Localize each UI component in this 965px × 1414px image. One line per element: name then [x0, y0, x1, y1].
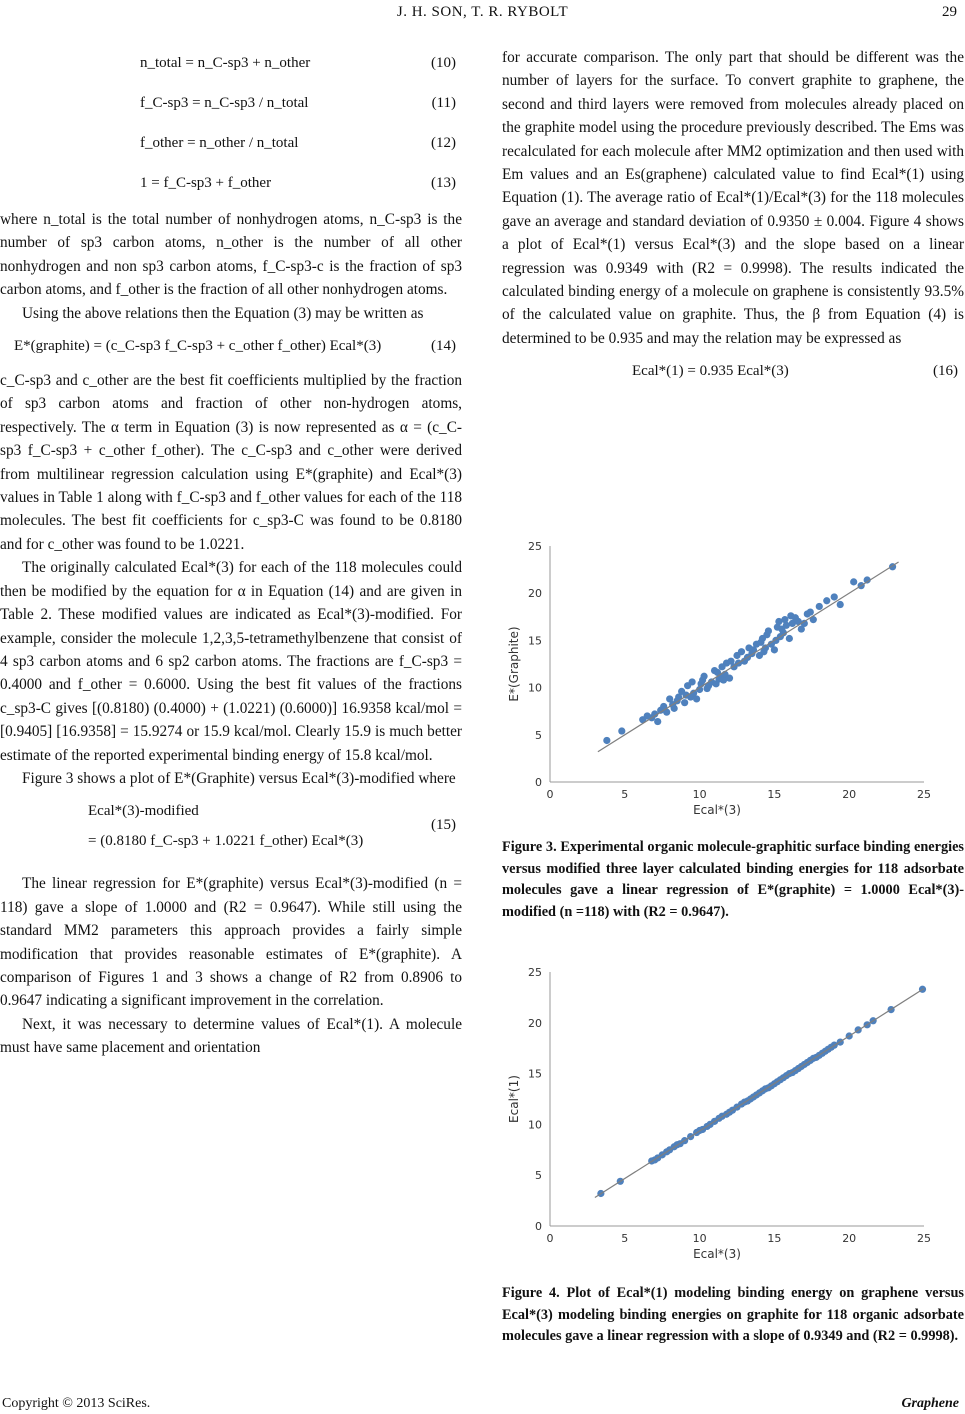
page-header [0, 2, 965, 24]
equation-10 [0, 46, 462, 86]
data-point [765, 627, 772, 634]
data-point [689, 678, 696, 685]
data-point [693, 695, 700, 702]
data-point [816, 603, 823, 610]
y-tick-label: 5 [535, 728, 542, 742]
paragraph: for accurate comparison. The only part that should be different was the number of layers for the surface. To convert graphite to graphene, the second and third layers were removed from molecules already placed on the graphite model using the procedure previously described. The Ems was recalculated for each molecule after MM2 optimization and then used with Em values and an Es(graphene) calculated value to find Ecal*(1) using Equation (1). The average ratio of Ecal*(1)/Ecal*(3) for the 118 molecules gave an average and standard deviation of 0.9350 ± 0.004. Figure 4 shows a plot of Ecal*(1) versus Ecal*(3) and the slope based on a linear regression was 0.9349 with (R2 = 0.9998). The results indicated the calculated binding energy of a molecule on graphene is consistently 93.5% of the calculated value on graphite. Thus, the β from Equation (4) is determined to be 0.935 and may the relation may be expressed as [502, 49, 964, 347]
y-tick-label: 20 [528, 587, 542, 601]
running-title: J. H. SON, T. R. RYBOLT [396, 4, 569, 20]
x-tick-label: 25 [917, 788, 931, 801]
x-tick-label: 5 [621, 1232, 629, 1245]
y-tick-label: 15 [528, 634, 542, 648]
x-axis-label: Ecal*(3) [693, 1247, 741, 1261]
y-tick-label: 10 [528, 681, 542, 695]
paragraph: Figure 3 shows a plot of E*(Graphite) versus Ecal*(3)-modified where [22, 769, 456, 787]
journal-name: Graphene [901, 1396, 959, 1411]
right-column [502, 46, 964, 390]
x-tick-label: 0 [546, 1232, 554, 1245]
equation-number: (14) [431, 338, 456, 355]
y-axis-label: Ecal*(1) [507, 1075, 521, 1123]
y-tick-label: 10 [528, 1118, 542, 1132]
trendline [598, 562, 899, 752]
y-tick-label: 25 [528, 540, 542, 553]
paragraph: The originally calculated Ecal*(3) for each of the 118 molecules could then be modified by the equation for α in Equation (14) and are given in Table 2. These modified values are indicated as Ecal*(3)-modified. For example, consider the molecule 1,2,3,5-tetramethylbenzene that consist of 4 sp3 carbon atoms and 6 sp2 carbon atoms. The fractions are f_C-sp3 = 0.4000 and f_other = 0.6000. Using the best fit values of the fractions c_sp3-C gives [(0.8180) (0.4000) + (1.0221) (0.6000)] 16.9358 kcal/mol = [0.9405] [16.9358] = 15.9274 or 15.9 kcal/mol. Clearly 15.9 is much better estimate of the reported experimental binding energy of 15.8 kcal/mol. [0, 559, 462, 764]
data-point [603, 737, 610, 744]
equation-body: E*(graphite) = (c_C-sp3 f_C-sp3 + c_other f_other) Ecal*(3) [14, 338, 382, 355]
equation-14 [0, 325, 462, 369]
x-tick-label: 10 [692, 788, 707, 801]
data-point [837, 601, 844, 608]
data-point [786, 635, 793, 642]
x-tick-label: 15 [767, 788, 782, 801]
data-point [807, 608, 814, 615]
paragraph: where n_total is the total number of nonhydrogen atoms, n_C-sp3 is the number of sp3 carbon atoms, n_other is the number of all other nonhydrogen and non sp3 carbon atoms, f_C-sp3-c is the fraction of sp3 carbon atoms, and f_other is the fraction of all other nonhydrogen atoms. [0, 211, 462, 299]
x-tick-label: 10 [692, 1232, 707, 1245]
equation-15 [0, 790, 462, 872]
left-column [0, 46, 462, 1060]
y-axis-label: E*(Graphite) [507, 626, 521, 702]
figure-3 [502, 532, 964, 923]
y-tick-label: 25 [528, 966, 542, 979]
figure-4-chart [502, 956, 964, 1266]
equation-body: Ecal*(3)-modified [88, 803, 199, 820]
equation-body: = (0.8180 f_C-sp3 + 1.0221 f_other) Ecal*(3) [88, 833, 364, 850]
equation-11 [0, 86, 462, 126]
y-tick-label: 5 [535, 1169, 542, 1183]
figure-4-caption: Figure 4. Plot of Ecal*(1) modeling binding energy on graphene versus Ecal*(3) modeling binding energies on graphite for 118 organic adsorbate molecules gave a linear regression with a slope of 0.9349 and (R2 = 0.9998). [502, 1285, 964, 1344]
paragraph: The linear regression for E*(graphite) versus Ecal*(3)-modified (n = 118) gave a slope of 1.0000 and (R2 = 0.9647). While still using the standard MM2 parameters this approach provides a fairly simple modification that provides reasonable estimates of E*(graphite). A comparison of Figures 1 and 3 shows a change of R2 from 0.8906 to 0.9647 indicating a significant improvement in the correlation. [0, 875, 462, 1010]
data-point [654, 718, 661, 725]
data-point [618, 727, 625, 734]
equation-body: Ecal*(1) = 0.935 Ecal*(3) [632, 363, 789, 380]
y-tick-label: 20 [528, 1016, 542, 1030]
equation-body: 1 = f_C-sp3 + f_other [140, 175, 272, 191]
x-axis-label: Ecal*(3) [693, 803, 741, 817]
x-tick-label: 25 [917, 1232, 931, 1245]
x-tick-label: 5 [621, 788, 629, 801]
data-point [738, 648, 745, 655]
y-tick-label: 15 [528, 1067, 542, 1081]
x-tick-label: 15 [767, 1232, 782, 1245]
data-point [823, 597, 830, 604]
paragraph: Next, it was necessary to determine values of Ecal*(1). A molecule must have same placement and orientation [0, 1015, 462, 1057]
equation-number: (13) [431, 175, 456, 191]
equation-number: (10) [431, 55, 456, 71]
y-tick-label: 0 [535, 776, 542, 789]
equation-13 [0, 166, 462, 208]
trendline [595, 989, 924, 1198]
equation-number: (16) [933, 363, 958, 380]
equation-12 [0, 126, 462, 166]
data-point [681, 699, 688, 706]
data-point [850, 578, 857, 585]
equation-body: f_C-sp3 = n_C-sp3 / n_total [140, 95, 309, 111]
data-point [726, 675, 733, 682]
data-point [771, 646, 778, 653]
figure-3-chart [502, 532, 964, 822]
copyright: Copyright © 2013 SciRes. [2, 1396, 151, 1411]
equation-number: (12) [431, 135, 456, 151]
equation-body: f_other = n_other / n_total [140, 135, 299, 151]
y-tick-label: 0 [535, 1220, 542, 1233]
equation-body: n_total = n_C-sp3 + n_other [140, 55, 311, 71]
data-point [831, 593, 838, 600]
page-number: 29 [942, 4, 957, 20]
equation-number: (11) [431, 95, 456, 111]
x-tick-label: 20 [842, 788, 857, 801]
equation-number: (15) [431, 817, 456, 834]
figure-3-caption: Figure 3. Experimental organic molecule-graphitic surface binding energies versus modified three layer calculated binding energies for 118 adsorbate molecules gave a linear regression of E*(graphite) = 1.0000 Ecal*(3)-modified (n =118) with (R2 = 0.9647). [502, 839, 964, 920]
x-tick-label: 20 [842, 1232, 857, 1245]
paragraph: Using the above relations then the Equation (3) may be written as [22, 304, 424, 322]
x-tick-label: 0 [546, 788, 554, 801]
equation-16 [502, 350, 964, 390]
paragraph: c_C-sp3 and c_other are the best fit coefficients multiplied by the fraction of sp3 carbon atoms and fraction of other non-hydrogen atoms, respectively. The α term in Equation (3) is now represented as α = (c_C-sp3 f_C-sp3 + c_other f_other). The c_C-sp3 and c_other were derived from multilinear regression calculation using E*(graphite) and Ecal*(3) values in Table 1 along with f_C-sp3 and f_other values for each of the 118 molecules. The best fit coefficients for c_sp3-C was found to be 0.8180 and for c_other was found to be 1.0221. [0, 372, 462, 553]
figure-4 [502, 956, 964, 1348]
data-point [700, 673, 707, 680]
